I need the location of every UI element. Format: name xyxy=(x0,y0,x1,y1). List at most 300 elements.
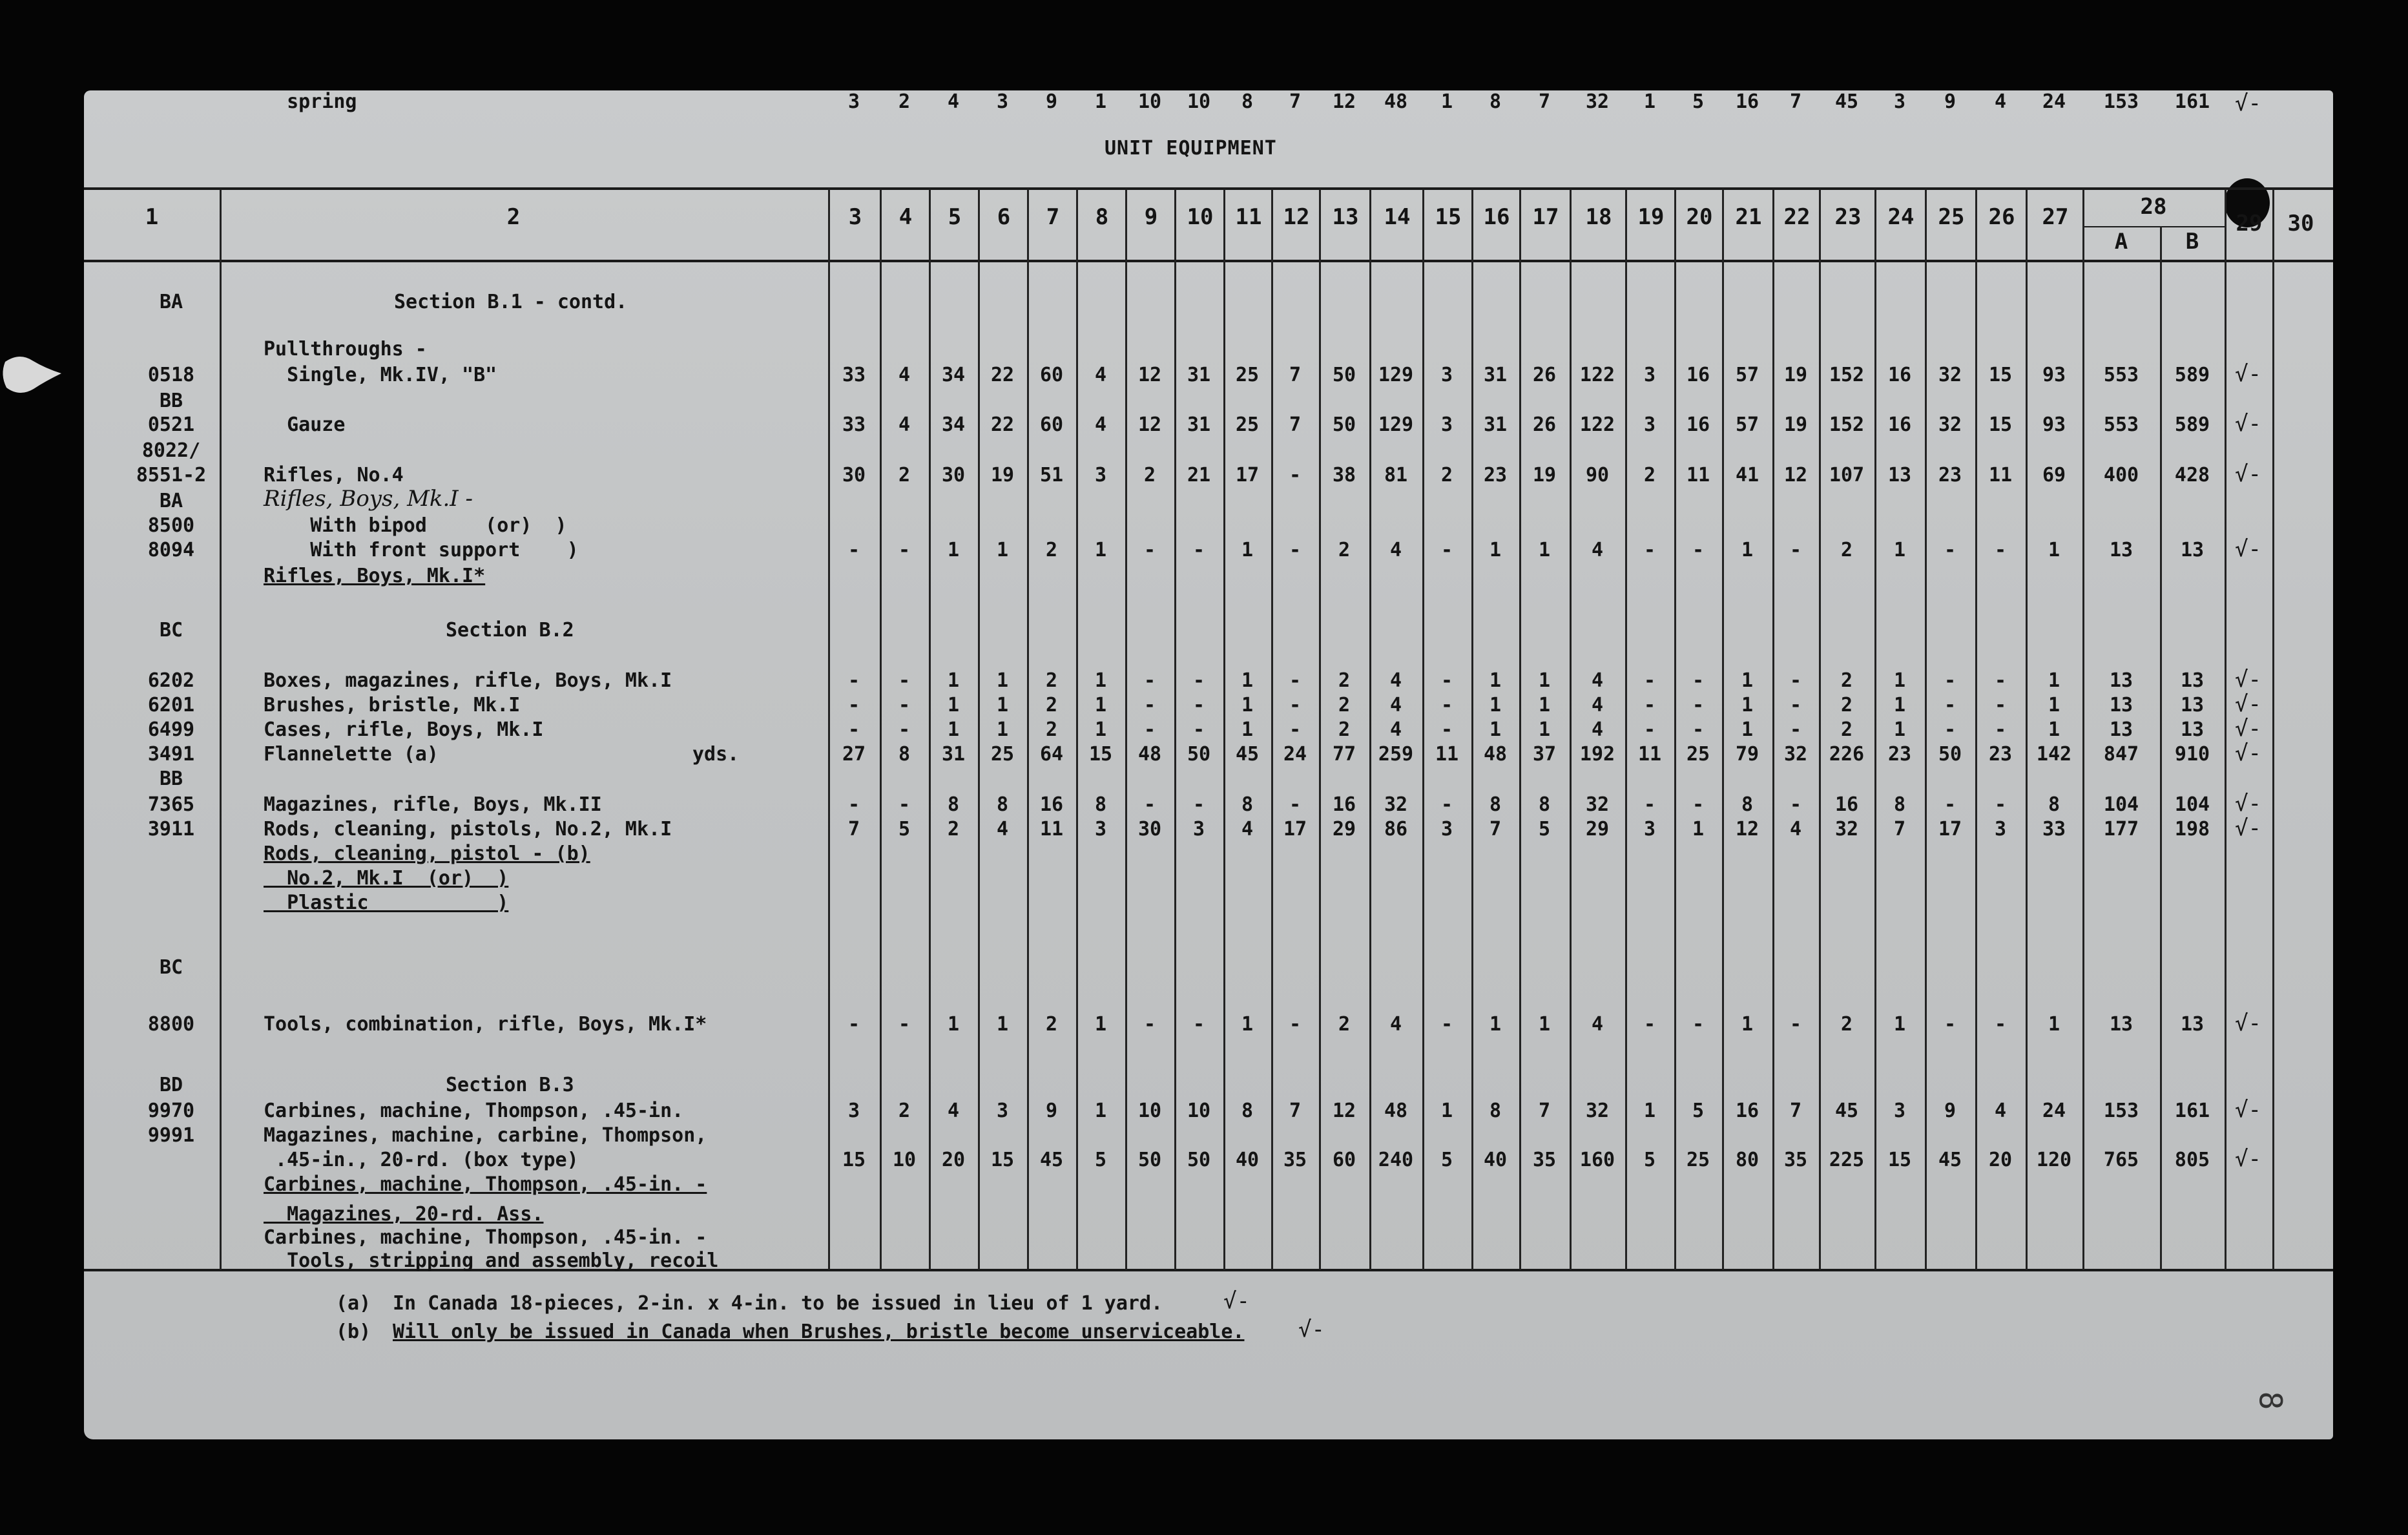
item-description: With bipod (or) ) xyxy=(264,514,567,537)
cell-value: 26 xyxy=(1532,413,1557,436)
cell-value: 15 xyxy=(1988,364,2013,386)
item-description: Carbines, machine, Thompson, .45-in. xyxy=(264,1100,684,1122)
cell-value: 2 xyxy=(1338,718,1351,741)
cell-value: - xyxy=(1643,539,1656,561)
header-col-28: 28 xyxy=(2140,194,2167,220)
header-col-22: 22 xyxy=(1783,204,1811,230)
cell-value: 19 xyxy=(1783,413,1808,436)
cell-value: 7 xyxy=(847,818,860,841)
cell-value: 3 xyxy=(1643,818,1656,841)
cell-value: 24 xyxy=(2042,1100,2066,1122)
cell-value: 22 xyxy=(990,364,1015,386)
page-title: UNIT EQUIPMENT xyxy=(1105,137,1277,160)
cell-value: 16 xyxy=(1332,793,1356,816)
cell-value: - xyxy=(1440,669,1453,692)
cell-value: - xyxy=(898,539,911,561)
section-heading: Section B.3 xyxy=(446,1074,574,1096)
cell-value: 5 xyxy=(898,818,911,841)
cell-value: 24 xyxy=(2042,90,2066,113)
cell-value: 1 xyxy=(1893,694,1906,716)
cell-value: 27 xyxy=(842,743,866,766)
cell-value: 161 xyxy=(2174,90,2210,113)
cell-value: 192 xyxy=(1579,743,1615,766)
unit-label: yds. xyxy=(692,743,740,766)
cell-value: 1 xyxy=(1692,818,1705,841)
row-code: BA xyxy=(159,490,183,512)
cell-value: - xyxy=(1994,793,2007,816)
cell-value: 77 xyxy=(1332,743,1356,766)
cell-value: 1 xyxy=(1893,539,1906,561)
cell-value: 5 xyxy=(1440,1149,1453,1171)
cell-value: 1 xyxy=(1538,718,1551,741)
cell-value: 1 xyxy=(2048,669,2060,692)
cell-value: 19 xyxy=(1532,464,1557,486)
header-col-1: 1 xyxy=(145,204,159,230)
cell-value: 25 xyxy=(990,743,1015,766)
cell-value: 7 xyxy=(1789,90,1802,113)
cell-value: 1 xyxy=(1489,669,1502,692)
cell-value: 1 xyxy=(996,1013,1009,1036)
cell-value: - xyxy=(1692,694,1705,716)
page-number: 8 xyxy=(2252,1391,2289,1410)
cell-value: 11 xyxy=(1686,464,1710,486)
cell-value: 1 xyxy=(1538,1013,1551,1036)
header-col-12: 12 xyxy=(1283,204,1310,230)
cell-value: 4 xyxy=(1591,669,1604,692)
cell-value: 1 xyxy=(1241,669,1254,692)
cell-value: 2 xyxy=(898,1100,911,1122)
header-col-23: 23 xyxy=(1834,204,1862,230)
cell-value: 34 xyxy=(941,413,966,436)
cell-value: - xyxy=(1789,1013,1802,1036)
cell-value: 1 xyxy=(1489,1013,1502,1036)
cell-value: - xyxy=(1692,793,1705,816)
cell-value: 86 xyxy=(1384,818,1408,841)
cell-value: 12 xyxy=(1332,1100,1356,1122)
cell-value: 4 xyxy=(1094,413,1107,436)
cell-value: - xyxy=(1789,793,1802,816)
cell-value: - xyxy=(847,694,860,716)
cell-value: 160 xyxy=(1579,1149,1615,1171)
cell-value: 12 xyxy=(1137,413,1162,436)
cell-value: 35 xyxy=(1783,1149,1808,1171)
cell-value: 81 xyxy=(1384,464,1408,486)
cell-value: 19 xyxy=(990,464,1015,486)
item-description: Cases, rifle, Boys, Mk.I xyxy=(264,718,544,741)
header-col-9: 9 xyxy=(1144,204,1158,230)
cell-value: 910 xyxy=(2174,743,2210,766)
cell-value: 4 xyxy=(1094,364,1107,386)
cell-value: - xyxy=(1994,718,2007,741)
cell-value: 31 xyxy=(1483,364,1508,386)
cell-value: 2 xyxy=(1840,694,1853,716)
cell-value: - xyxy=(1192,539,1205,561)
cell-value: - xyxy=(898,1013,911,1036)
cell-value: 20 xyxy=(941,1149,966,1171)
cell-value: - xyxy=(1143,694,1156,716)
cell-value: 31 xyxy=(941,743,966,766)
check-mark: √- xyxy=(2235,461,2261,487)
cell-value: 152 xyxy=(1829,364,1865,386)
cell-value: 50 xyxy=(1187,1149,1211,1171)
cell-value: - xyxy=(1692,669,1705,692)
cell-value: 2 xyxy=(1840,718,1853,741)
cell-value: 2 xyxy=(1045,669,1058,692)
cell-value: 4 xyxy=(898,364,911,386)
item-description: Plastic ) xyxy=(264,892,509,914)
cell-value: - xyxy=(1789,694,1802,716)
cell-value: 225 xyxy=(1829,1149,1865,1171)
cell-value: 1 xyxy=(1741,718,1754,741)
cell-value: 8 xyxy=(1489,1100,1502,1122)
cell-value: - xyxy=(1692,718,1705,741)
check-mark: √- xyxy=(2235,740,2261,766)
cell-value: 1 xyxy=(1094,90,1107,113)
cell-value: 3 xyxy=(1643,364,1656,386)
cell-value: 142 xyxy=(2036,743,2072,766)
cell-value: - xyxy=(898,793,911,816)
item-description: Rifles, Boys, Mk.I* xyxy=(264,565,486,587)
cell-value: 32 xyxy=(1585,793,1610,816)
cell-value: 847 xyxy=(2103,743,2139,766)
cell-value: 1 xyxy=(996,539,1009,561)
cell-value: 35 xyxy=(1532,1149,1557,1171)
cell-value: 5 xyxy=(1692,1100,1705,1122)
cell-value: 2 xyxy=(1643,464,1656,486)
cell-value: 11 xyxy=(1988,464,2013,486)
cell-value: 12 xyxy=(1783,464,1808,486)
item-description: Gauze xyxy=(264,413,346,436)
cell-value: 1 xyxy=(947,669,960,692)
cell-value: 1 xyxy=(1489,694,1502,716)
row-code: 8500 xyxy=(147,514,195,537)
cell-value: 1 xyxy=(1538,694,1551,716)
cell-value: - xyxy=(1440,793,1453,816)
cell-value: - xyxy=(1192,793,1205,816)
cell-value: 51 xyxy=(1039,464,1064,486)
cell-value: 1 xyxy=(2048,694,2060,716)
cell-value: 226 xyxy=(1829,743,1865,766)
cell-value: 3 xyxy=(847,1100,860,1122)
header-col-2: 2 xyxy=(506,204,521,230)
item-description: Rods, cleaning, pistol - (b) xyxy=(264,842,590,865)
cell-value: 2 xyxy=(947,818,960,841)
header-col-28a: A xyxy=(2114,229,2128,255)
cell-value: 1 xyxy=(1094,1100,1107,1122)
cell-value: 13 xyxy=(2109,694,2133,716)
cell-value: - xyxy=(1789,539,1802,561)
cell-value: 1 xyxy=(2048,539,2060,561)
cell-value: 13 xyxy=(2109,718,2133,741)
cell-value: 2 xyxy=(1840,1013,1853,1036)
cell-value: 1 xyxy=(1094,669,1107,692)
cell-value: 13 xyxy=(2109,1013,2133,1036)
cell-value: 400 xyxy=(2103,464,2139,486)
cell-value: 8 xyxy=(1489,90,1502,113)
cell-value: 1 xyxy=(996,694,1009,716)
cell-value: 805 xyxy=(2174,1149,2210,1171)
cell-value: 2 xyxy=(1045,718,1058,741)
cell-value: 3 xyxy=(1893,1100,1906,1122)
cell-value: 16 xyxy=(1735,1100,1759,1122)
cell-value: 153 xyxy=(2103,1100,2139,1122)
row-code: BB xyxy=(159,768,183,790)
row-code: 9991 xyxy=(147,1124,195,1147)
cell-value: - xyxy=(1440,694,1453,716)
cell-value: 1 xyxy=(1241,694,1254,716)
cell-value: 35 xyxy=(1283,1149,1307,1171)
cell-value: - xyxy=(1143,539,1156,561)
cell-value: - xyxy=(847,669,860,692)
column-rule xyxy=(2272,189,2274,1270)
cell-value: - xyxy=(847,539,860,561)
cell-value: 2 xyxy=(898,464,911,486)
cell-value: 30 xyxy=(1137,818,1162,841)
cell-value: 7 xyxy=(1489,818,1502,841)
cell-value: 16 xyxy=(1887,364,1912,386)
item-description: Carbines, machine, Thompson, .45-in. - xyxy=(264,1173,707,1196)
cell-value: 90 xyxy=(1585,464,1610,486)
cell-value: - xyxy=(1143,1013,1156,1036)
cell-value: 12 xyxy=(1735,818,1759,841)
cell-value: - xyxy=(1440,1013,1453,1036)
cell-value: 1 xyxy=(1489,539,1502,561)
cell-value: 10 xyxy=(892,1149,917,1171)
cell-value: - xyxy=(1643,1013,1656,1036)
item-description: No.2, Mk.I (or) ) xyxy=(264,867,509,890)
cell-value: 1 xyxy=(1094,694,1107,716)
cell-value: 13 xyxy=(2180,718,2205,741)
cell-value: 7 xyxy=(1289,413,1302,436)
cell-value: 2 xyxy=(1840,669,1853,692)
cell-value: 22 xyxy=(990,413,1015,436)
cell-value: 2 xyxy=(1338,694,1351,716)
cell-value: 26 xyxy=(1532,364,1557,386)
cell-value: 1 xyxy=(1741,539,1754,561)
cell-value: 48 xyxy=(1384,90,1408,113)
row-code: BC xyxy=(159,619,183,642)
cell-value: 16 xyxy=(1686,413,1710,436)
check-mark: √- xyxy=(2235,667,2261,693)
header-col-7: 7 xyxy=(1046,204,1060,230)
check-mark: √- xyxy=(2235,1010,2261,1036)
cell-value: 50 xyxy=(1137,1149,1162,1171)
item-description: Brushes, bristle, Mk.I xyxy=(264,694,521,716)
cell-value: - xyxy=(1643,694,1656,716)
cell-value: 16 xyxy=(1735,90,1759,113)
cell-value: 1 xyxy=(1893,1013,1906,1036)
cell-value: 8 xyxy=(1241,90,1254,113)
cell-value: 1 xyxy=(1741,694,1754,716)
cell-value: 33 xyxy=(2042,818,2066,841)
cell-value: 4 xyxy=(1591,718,1604,741)
cell-value: 19 xyxy=(1783,364,1808,386)
header-col-24: 24 xyxy=(1887,204,1915,230)
item-description: Rifles, No.4 xyxy=(264,464,404,486)
header-col-26: 26 xyxy=(1988,204,2015,230)
cell-value: 3 xyxy=(1994,818,2007,841)
cell-value: 3 xyxy=(1893,90,1906,113)
cell-value: 1 xyxy=(947,1013,960,1036)
header-col-17: 17 xyxy=(1532,204,1559,230)
row-code: 9970 xyxy=(147,1100,195,1122)
cell-value: 33 xyxy=(842,413,866,436)
cell-value: 3 xyxy=(1192,818,1205,841)
column-rule xyxy=(2225,189,2226,1270)
cell-value: 33 xyxy=(842,364,866,386)
cell-value: 589 xyxy=(2174,364,2210,386)
cell-value: 1 xyxy=(1538,669,1551,692)
cell-value: 15 xyxy=(1988,413,2013,436)
cell-value: 553 xyxy=(2103,364,2139,386)
cell-value: 107 xyxy=(1829,464,1865,486)
header-col-4: 4 xyxy=(898,204,913,230)
cell-value: - xyxy=(1289,1013,1302,1036)
row-code: 6201 xyxy=(147,694,195,716)
row-code: 8022/ xyxy=(141,439,201,462)
header-bottom-rule xyxy=(84,260,2333,262)
cell-value: 4 xyxy=(996,818,1009,841)
cell-value: 129 xyxy=(1378,364,1414,386)
header-col-6: 6 xyxy=(997,204,1011,230)
cell-value: 32 xyxy=(1783,743,1808,766)
cell-value: 32 xyxy=(1834,818,1859,841)
cell-value: 3 xyxy=(996,90,1009,113)
cell-value: 104 xyxy=(2174,793,2210,816)
cell-value: 1 xyxy=(947,718,960,741)
cell-value: 24 xyxy=(1283,743,1307,766)
item-description: Tools, stripping and assembly, recoil xyxy=(264,1249,719,1272)
header-col-29: 29 xyxy=(2236,211,2263,236)
cell-value: 32 xyxy=(1585,1100,1610,1122)
document-sheet xyxy=(84,90,2333,1439)
cell-value: - xyxy=(1143,793,1156,816)
header-col-10: 10 xyxy=(1187,204,1214,230)
item-description: Magazines, 20-rd. Ass. xyxy=(264,1203,544,1226)
item-description: Single, Mk.IV, "B" xyxy=(264,364,497,386)
cell-value: 25 xyxy=(1235,413,1260,436)
cell-value: 4 xyxy=(898,413,911,436)
header-col-16: 16 xyxy=(1483,204,1510,230)
cell-value: 13 xyxy=(2180,669,2205,692)
section-heading: Section B.2 xyxy=(446,619,574,642)
cell-value: 32 xyxy=(1585,90,1610,113)
item-description: Carbines, machine, Thompson, .45-in. - xyxy=(264,1226,707,1249)
cell-value: 4 xyxy=(1591,1013,1604,1036)
cell-value: 4 xyxy=(1389,718,1402,741)
check-mark: √- xyxy=(2235,791,2261,817)
cell-value: 31 xyxy=(1483,413,1508,436)
cell-value: 32 xyxy=(1938,364,1962,386)
cell-value: - xyxy=(1289,694,1302,716)
cell-value: 161 xyxy=(2174,1100,2210,1122)
row-code: 0521 xyxy=(147,413,195,436)
cell-value: - xyxy=(1692,539,1705,561)
cell-value: 29 xyxy=(1585,818,1610,841)
cell-value: 152 xyxy=(1829,413,1865,436)
cell-value: 7 xyxy=(1789,1100,1802,1122)
cell-value: 9 xyxy=(1045,90,1058,113)
cell-value: 57 xyxy=(1735,364,1759,386)
cell-value: 122 xyxy=(1579,413,1615,436)
cell-value: - xyxy=(1440,539,1453,561)
cell-value: - xyxy=(1994,669,2007,692)
cell-value: 7 xyxy=(1538,1100,1551,1122)
cell-value: 5 xyxy=(1538,818,1551,841)
cell-value: - xyxy=(1944,1013,1956,1036)
cell-value: 1 xyxy=(1241,718,1254,741)
cell-value: 13 xyxy=(1887,464,1912,486)
cell-value: 11 xyxy=(1637,743,1662,766)
cell-value: 32 xyxy=(1384,793,1408,816)
cell-value: 25 xyxy=(1686,1149,1710,1171)
item-description: Rods, cleaning, pistols, No.2, Mk.I xyxy=(264,818,672,841)
cell-value: 122 xyxy=(1579,364,1615,386)
col28-split-rule xyxy=(2082,226,2225,227)
cell-value: - xyxy=(898,669,911,692)
cell-value: 7 xyxy=(1289,364,1302,386)
cell-value: 17 xyxy=(1283,818,1307,841)
check-mark: √- xyxy=(1298,1317,1325,1342)
cell-value: 8 xyxy=(1094,793,1107,816)
cell-value: 8 xyxy=(1538,793,1551,816)
cell-value: 8 xyxy=(1893,793,1906,816)
cell-value: 17 xyxy=(1938,818,1962,841)
cell-value: - xyxy=(847,793,860,816)
cell-value: 80 xyxy=(1735,1149,1759,1171)
cell-value: 1 xyxy=(1643,1100,1656,1122)
cell-value: 17 xyxy=(1235,464,1260,486)
check-mark: √- xyxy=(2235,716,2261,742)
cell-value: 38 xyxy=(1332,464,1356,486)
footnote-text: Will only be issued in Canada when Brushes, bristle become unserviceable. xyxy=(393,1321,1245,1343)
cell-value: 10 xyxy=(1187,90,1211,113)
cell-value: - xyxy=(1944,669,1956,692)
cell-value: - xyxy=(1692,1013,1705,1036)
cell-value: - xyxy=(1289,793,1302,816)
cell-value: 8 xyxy=(996,793,1009,816)
cell-value: 1 xyxy=(1241,539,1254,561)
cell-value: 2 xyxy=(1840,539,1853,561)
cell-value: - xyxy=(1440,718,1453,741)
row-code: BD xyxy=(159,1074,183,1096)
cell-value: 1 xyxy=(1489,718,1502,741)
cell-value: 45 xyxy=(1235,743,1260,766)
cell-value: 13 xyxy=(2180,694,2205,716)
cell-value: 48 xyxy=(1137,743,1162,766)
cell-value: - xyxy=(1289,669,1302,692)
cell-value: 13 xyxy=(2109,539,2133,561)
header-col-30: 30 xyxy=(2287,211,2314,236)
cell-value: 2 xyxy=(1045,539,1058,561)
cell-value: 20 xyxy=(1988,1149,2013,1171)
cell-value: 23 xyxy=(1483,464,1508,486)
cell-value: - xyxy=(1643,669,1656,692)
row-code: 6202 xyxy=(147,669,195,692)
cell-value: - xyxy=(1192,669,1205,692)
cell-value: 45 xyxy=(1938,1149,1962,1171)
row-code: 8800 xyxy=(147,1013,195,1036)
item-description: Flannelette (a) xyxy=(264,743,439,766)
cell-value: - xyxy=(1789,718,1802,741)
cell-value: 11 xyxy=(1039,818,1064,841)
cell-value: 31 xyxy=(1187,413,1211,436)
header-col-21: 21 xyxy=(1735,204,1762,230)
cell-value: 3 xyxy=(1440,364,1453,386)
row-code: BA xyxy=(159,291,183,313)
cell-value: 15 xyxy=(990,1149,1015,1171)
cell-value: 589 xyxy=(2174,413,2210,436)
